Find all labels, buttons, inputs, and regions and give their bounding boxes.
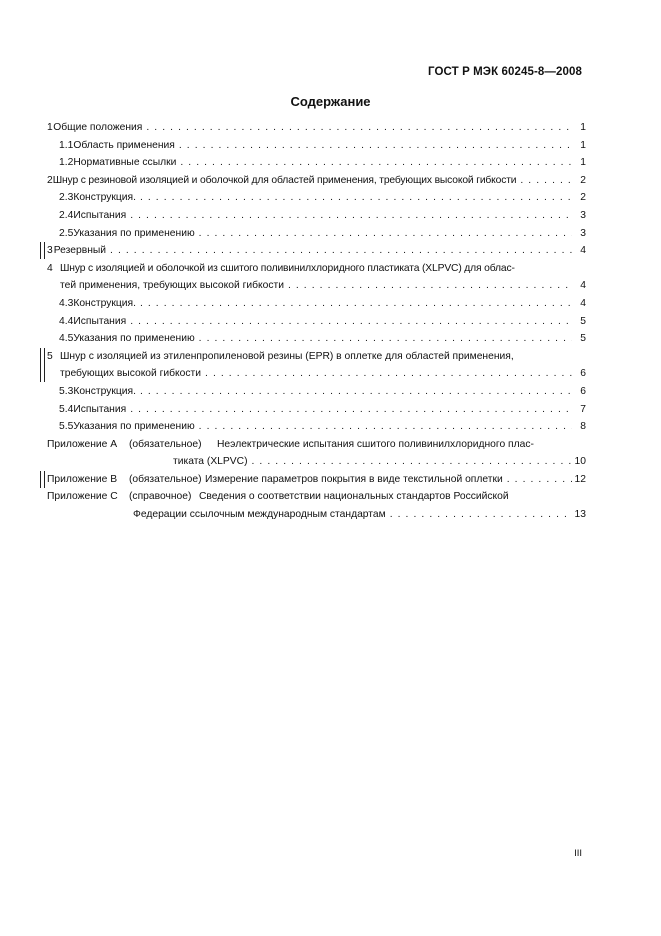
toc-entry-5-4[interactable] [47, 401, 586, 419]
toc-number: 2.3 [59, 192, 74, 204]
toc-number: 4.3 [59, 297, 74, 309]
toc-page: 4 [580, 280, 586, 292]
toc-page: 2 [580, 174, 586, 186]
toc-page: 6 [580, 368, 586, 380]
toc-page: 6 [580, 385, 586, 397]
dot-leader [195, 225, 572, 243]
dot-leader [248, 453, 572, 471]
toc-entry-5-cont[interactable] [47, 365, 586, 383]
toc-number: 2.5 [59, 227, 74, 239]
appendix-label: Приложение С [47, 491, 118, 503]
toc-appendix-a-cont[interactable] [47, 453, 586, 471]
toc-entry-3[interactable] [47, 242, 586, 260]
toc-entry-5-3[interactable] [47, 383, 586, 401]
toc-page: 2 [580, 192, 586, 204]
toc-page: 1 [580, 139, 586, 151]
toc-page: 12 [574, 473, 586, 485]
toc-title: Резервный [53, 245, 107, 257]
toc-entry-4-cont[interactable] [47, 277, 586, 295]
toc-title: Испытания [73, 315, 127, 327]
toc-entry-1-1[interactable] [47, 137, 586, 155]
toc-number: 3 [47, 245, 53, 257]
change-bar [40, 242, 45, 259]
toc-page: 10 [574, 456, 586, 468]
toc-page: 1 [580, 122, 586, 133]
dot-leader [386, 506, 572, 524]
dot-leader [126, 401, 572, 419]
change-bar [40, 471, 45, 488]
appendix-kind: (обязательное) [129, 473, 202, 485]
toc-page: 4 [580, 297, 586, 309]
dot-leader [136, 383, 572, 401]
appendix-label: Приложение А [47, 438, 118, 450]
toc-page: 8 [580, 421, 586, 433]
toc-entry-4-3[interactable] [47, 295, 586, 313]
dot-leader [106, 242, 572, 260]
appendix-title: Измерение параметров покрытия в виде текстильной оплетки [205, 473, 503, 485]
toc-entry-5[interactable] [47, 348, 586, 366]
toc-title: Нормативные ссылки [73, 157, 177, 169]
toc-entry-4-5[interactable] [47, 330, 586, 348]
toc-entry-4-4[interactable] [47, 313, 586, 331]
document-header: ГОСТ Р МЭК 60245-8—2008 [428, 66, 582, 78]
dot-leader [126, 313, 572, 331]
dot-leader [126, 207, 572, 225]
toc-entry-2-4[interactable] [47, 207, 586, 225]
toc-number: 2 [47, 174, 53, 186]
toc-page: 1 [580, 157, 586, 169]
toc-number: 1.2 [59, 157, 74, 169]
appendix-title-continued: тиката (XLPVC) [173, 456, 248, 468]
toc-entry-4[interactable] [47, 260, 586, 278]
toc-title: Указания по применению [73, 333, 195, 345]
appendix-kind: (обязательное) [129, 438, 202, 450]
toc-appendix-c-cont[interactable] [47, 506, 586, 524]
toc-appendix-b[interactable] [47, 471, 586, 489]
toc-title-continued: требующих высокой гибкости [60, 368, 202, 380]
dot-leader [136, 189, 572, 207]
toc-entry-2[interactable] [47, 172, 586, 190]
toc-appendix-a[interactable] [47, 436, 586, 454]
appendix-label: Приложение В [47, 473, 118, 485]
toc-page: 3 [580, 227, 586, 239]
dot-leader [201, 365, 572, 383]
table-of-contents [47, 119, 586, 524]
toc-title: Конструкция. [73, 385, 136, 397]
appendix-kind: (справочное) [129, 491, 192, 503]
dot-leader [136, 295, 572, 313]
toc-number: 5.5 [59, 421, 74, 433]
page-title: Содержание [290, 94, 371, 109]
toc-entry-5-5[interactable] [47, 418, 586, 436]
toc-title: Испытания [73, 209, 127, 221]
toc-entry-2-3[interactable] [47, 189, 586, 207]
appendix-title-continued: Федерации ссылочным международным стандартам [133, 509, 386, 521]
toc-title: Шнур с изоляцией из этиленпропиленовой резины (EPR) в оплетке для областей применения, [60, 350, 514, 362]
toc-title-continued: тей применения, требующих высокой гибкости [60, 280, 284, 292]
page-number: III [574, 848, 582, 859]
toc-page: 3 [580, 209, 586, 221]
toc-number: 5.4 [59, 403, 74, 415]
toc-entry-2-5[interactable] [47, 225, 586, 243]
toc-page: 7 [580, 403, 586, 415]
dot-leader [284, 277, 572, 295]
dot-leader [195, 330, 572, 348]
dot-leader [176, 154, 572, 172]
toc-number: 5.3 [59, 385, 74, 397]
dot-leader [503, 471, 572, 489]
toc-title: Шнур с изоляцией и оболочкой из сшитого поливинилхлоридного пластиката (XLPVC) для облас- [60, 262, 515, 274]
toc-entry-1-2[interactable] [47, 154, 586, 172]
toc-title: Указания по применению [73, 227, 195, 239]
toc-page: 4 [580, 245, 586, 257]
change-bar [40, 348, 45, 382]
toc-page: 5 [580, 315, 586, 327]
toc-number: 4.4 [59, 315, 74, 327]
toc-entry-1[interactable] [47, 119, 586, 137]
toc-number: 2.4 [59, 209, 74, 221]
toc-number: 4.5 [59, 333, 74, 345]
appendix-title: Сведения о соответствии национальных стандартов Российской [199, 491, 509, 503]
toc-title: Указания по применению [73, 421, 195, 433]
toc-number: 1 [47, 122, 53, 133]
toc-title: Испытания [73, 403, 127, 415]
toc-title: Общие положения [53, 122, 143, 133]
dot-leader [516, 172, 572, 190]
toc-appendix-c[interactable] [47, 488, 586, 506]
toc-number: 5 [47, 350, 53, 362]
toc-title: Конструкция. [73, 297, 136, 309]
toc-number: 4 [47, 262, 53, 274]
toc-title: Конструкция. [73, 192, 136, 204]
toc-page: 5 [580, 333, 586, 345]
toc-number: 1.1 [59, 139, 74, 151]
dot-leader [195, 418, 572, 436]
toc-page: 13 [574, 509, 586, 521]
dot-leader [175, 137, 572, 155]
toc-title: Область применения [73, 139, 175, 151]
dot-leader [142, 119, 572, 137]
toc-title: Шнур с резиновой изоляцией и оболочкой для областей применения, требующих высокой гибкости [52, 174, 517, 186]
appendix-title: Неэлектрические испытания сшитого поливинилхлоридного плас- [217, 438, 534, 450]
